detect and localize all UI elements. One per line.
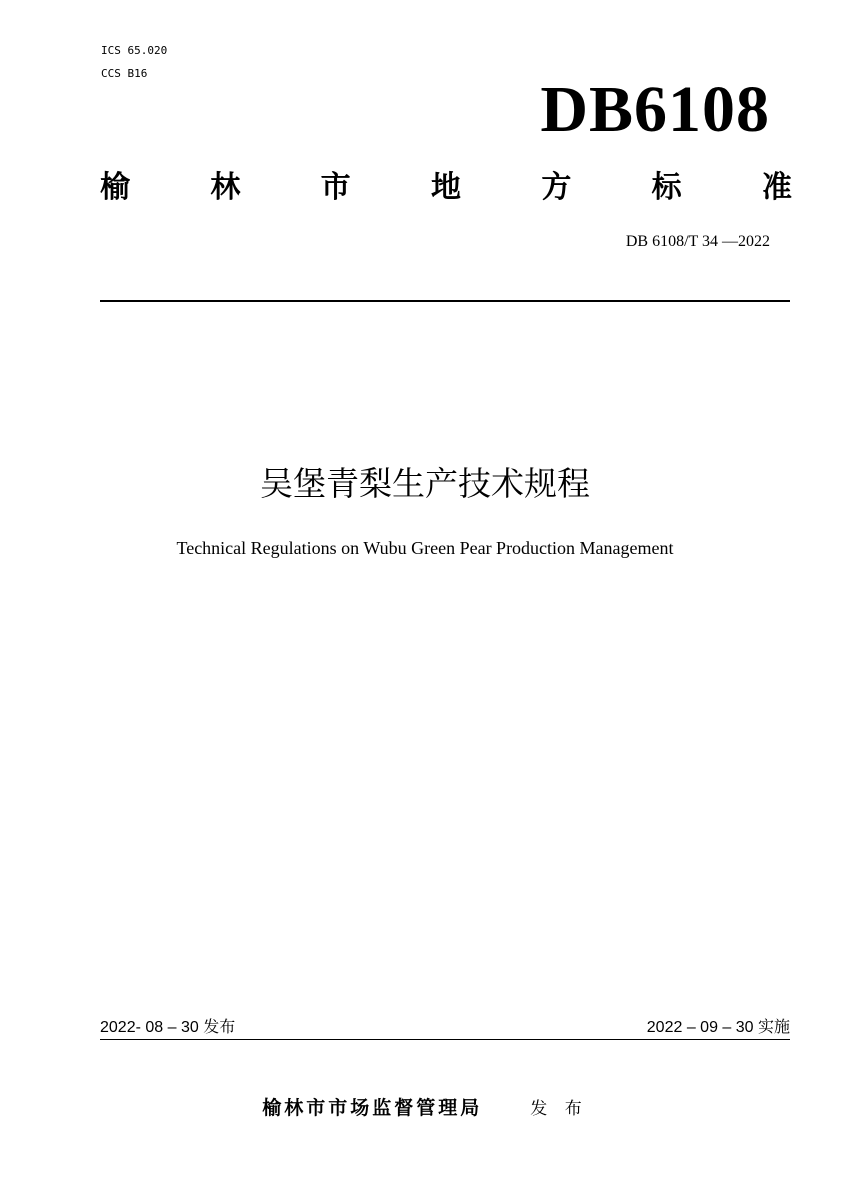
standard-type-char: 地	[430, 170, 461, 205]
standard-number: DB 6108/T 34 —2022	[625, 233, 770, 250]
document-title-en: Technical Regulations on Wubu Green Pear Production Management	[176, 538, 674, 558]
ics-code: ICS 65.020	[101, 44, 168, 57]
issuing-authority: 榆林市市场监督管理局	[262, 1097, 483, 1119]
standard-type-heading	[100, 164, 792, 204]
standard-type-char: 方	[541, 170, 572, 205]
standard-type-char: 标	[651, 170, 682, 205]
header-divider	[100, 300, 790, 302]
implementation-date: 2022 – 09 – 30 实施	[646, 1019, 790, 1036]
issue-date: 2022- 08 – 30 发布	[100, 1019, 236, 1036]
standard-type-char: 市	[320, 170, 351, 205]
dates-row	[100, 1017, 790, 1040]
standard-type-char: 榆	[100, 170, 130, 205]
standard-type-char: 准	[761, 170, 792, 205]
ccs-code: CCS B16	[101, 67, 148, 80]
issuer-row	[0, 1094, 850, 1123]
document-title-cn: 吴堡青梨生产技术规程	[260, 464, 590, 503]
standard-type-char: 林	[210, 170, 241, 205]
publish-label: 发 布	[530, 1099, 588, 1119]
standard-code-logo: DB6108	[540, 73, 770, 146]
